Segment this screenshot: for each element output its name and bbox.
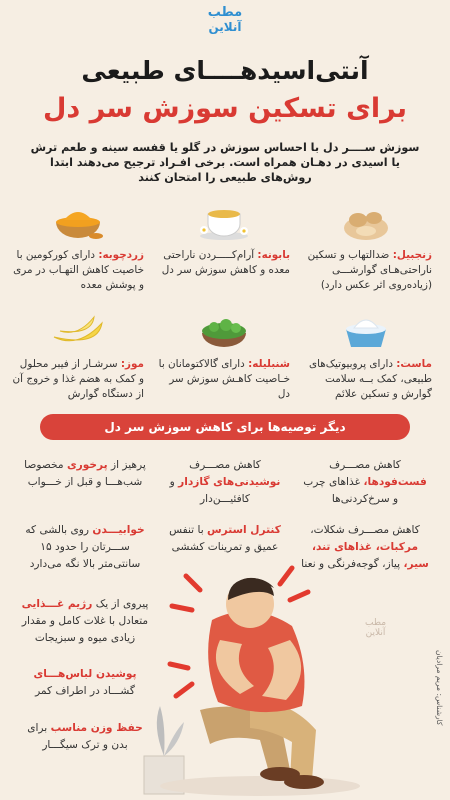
tip-post: مخصوصا شب‌هـــا و قبل از خـــواب [24,459,143,488]
tip-highlight: رژیم غـــذایی [21,598,93,610]
tip-item [20,522,150,573]
main-subtitle: برای تسکین سوزش سر دل [42,93,408,124]
section-header: دیگر توصیه‌ها برای کاهش سوزش سر دل [40,414,410,440]
tip-highlight: خوابیـــدن [92,524,145,536]
tip-pre: کاهش مصـــرف [329,459,401,471]
heartburn-man-illustration [140,560,370,798]
brand-logo [0,6,450,34]
remedy-desc: دارای گالاکتومانان با خـاصیت کاهـش سوزش سر دل [158,358,290,400]
remedy-name: زردچوبه: [98,249,144,261]
tip-item [300,457,430,508]
chamomile-tea-icon [196,198,252,242]
remedy-chamomile [158,198,290,278]
ginger-icon [338,198,394,242]
remedy-fenugreek [158,307,290,402]
remedy-desc: دارای پروبیوتیک‌های طبیعی، کمک بــه سلامت گوارش و تسکین علائم [308,358,432,400]
tip-post: غذاهای چرب و سرخ‌کردنی‌ها [303,476,399,505]
tip-highlight: پرخوری [66,459,108,471]
tip-post: و کافئیـــن‌دار [169,476,250,505]
tip-highlight: حفظ وزن مناسب [50,722,143,734]
intro-paragraph: سوزش ســــر دل با احساس سوزش در گلو یا قفسه سینه و طعم ترش یا اسیدی در دهـان همراه است. برخی افـراد ترجیح می‌دهند ابتدا روش‌های طبیعی را امتحان کنند [30,141,420,184]
tip-highlight: کنترل استرس [207,524,281,536]
tip-pre: کاهش مصـــرف [189,459,261,471]
tip-post: پیاز، گوجه‌فرنگی و نعنا [301,558,401,570]
turmeric-icon [50,198,106,242]
watermark [365,618,386,638]
tip-item [20,596,150,647]
tip-highlight: نوشیدنی‌های گازدار [178,476,281,488]
watermark-line2: آنلاین [365,628,386,638]
remedy-desc: دارای کورکومین با خاصیت کاهش التهـاب در مری و پوشش معده [13,249,144,291]
tip-item [160,522,290,556]
remedy-desc: آرام‌کـــــردن ناراحتی معده و کاهش سوزش سر دل [161,249,290,276]
tip-post: با تنفس عمیق و تمرینات کششی [169,524,279,553]
remedy-name: شنبلیله: [248,358,290,370]
tip-post: برای بدن و ترک سیگـــار [27,722,128,751]
brand-logo-line2: آنلاین [208,20,242,34]
fenugreek-icon [196,307,252,351]
main-title: آنتی‌اسیدهــــای طبیعی [81,56,369,85]
tip-post: گشـــاد در اطراف کمر [35,685,135,697]
tip-post: متعادل با غلات کامل و مقدار زیادی میوه و سبزیجات [21,615,149,644]
remedy-turmeric [12,198,144,293]
tip-item [20,666,150,700]
tip-highlight: مرکبات، غذاهای تند، سیر، [311,541,429,570]
remedy-desc: سرشـار از فیبر محلول و کمک به هضم غذا و خروج آن از دستگاه گوارش [12,358,144,400]
tip-item [20,720,150,754]
credit-text: کارشناس: مریم مرادیان [435,650,444,726]
tip-highlight: پوشیدن لباس‌هـــای [33,668,137,680]
remedy-yogurt [300,307,432,402]
tip-pre: کاهش مصـــرف شکلات، [310,524,420,536]
tip-item [20,457,150,491]
remedy-desc: ضدالتهاب و تسکین ناراحتی‌هـای گوارشـــی (زیاده‌روی اثر عکس دارد) [307,249,432,291]
remedy-name: ماست: [396,358,432,370]
banana-icon [50,307,106,351]
brand-logo-line1: مطب [207,5,243,20]
watermark-line1: مطب [365,618,387,628]
remedy-name: بابونه: [257,249,290,261]
remedy-banana [12,307,144,402]
tip-pre: پرهیز از [110,459,146,471]
tip-item [160,457,290,508]
yogurt-icon [338,307,394,351]
remedy-ginger [300,198,432,293]
remedy-name: موز: [120,358,144,370]
tip-pre: پیروی از یک [95,598,149,610]
tip-highlight: فست‌فودها، [363,476,427,488]
tip-post: روی بالشی که ســـرتان را حدود ۱۵ سانتی‌متر بالا نگه می‌دارد [25,524,141,570]
remedy-name: زنجبیل: [392,249,432,261]
